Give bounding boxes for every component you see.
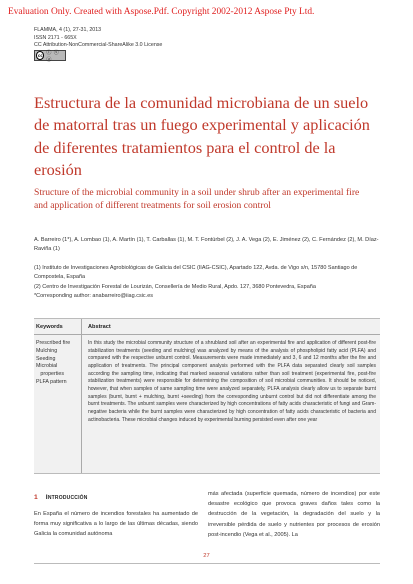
keyword-item: Seeding [36,355,56,362]
abstract-text: In this study the microbial community structure of a shrubland soil after an experimental fire and application of different post-fire stabilization treatments (seeding and mulching) was analyzed by means of the analysis of phospholipid fatty acid (PLFA) and compared with the respective unburnt control. Measurements were made immediately and 3, 6 and 12 months after the fire and application of treatments. The principal component analysis performed with the PLFA data separated clearly soil samples according the sampling time, indicating that marked seasonal variations rather than soil treatment (experimental fire, post-fire stabilization treatments) were responsible for determining the composition of soil microbial communities. It should be noticed, however, that when samples of same sampling time were analyzed separately, PLFA analysis clearly allow us to separate burnt samples (burnt, burnt + mulching, burnt +seeding) from the corresponding unburnt control but did not differentiate among the burnt treatments. The unburnt samples were characterized by high concentrations of fatty acids characteristic of fungi and Gram-negative bacteria while the burnt samples were characterized by high concentration of fatty acids characteristic of bacteria and actinobacteria. These microbial changes induced by experimental burning persisted even after one year [88,340,376,423]
author-list: A. Barreiro (1*), A. Lombao (1), A. Martín (1), T. Carballas (1), M. T. Fontúrbel (2), J. A. Vega (2), E. Jiménez (2), C. Fernández (2), M. Díaz-Raviña (1) [34,237,379,253]
watermark-text: Evaluation Only. Created with Aspose.Pdf. Copyright 2002-2012 Aspose Pty Ltd. [8,7,315,17]
cc-icon: cc [37,53,43,58]
keyword-item: Mulching [36,347,58,354]
section-heading [34,494,88,501]
affiliation-2: (2) Centro de Investigación Forestal de Lourizán, Consellería de Medio Rural, Apdo. 127, 3680 Pontevedra, España [34,283,316,290]
abstract-box [34,318,380,474]
license-icons: ⓘ ⓢ ⓐ [46,49,60,63]
page-number: 27 [203,553,210,559]
corresponding-author: *Corresponding author: anabarreiro@iiag.csic.es [34,293,154,300]
issn-line: ISSN 2171 - 665X [34,34,77,41]
affiliations [34,264,382,302]
footer-divider [34,563,380,564]
body-column-left: En España el número de incendios forestales ha aumentado de forma muy significativa a lo largo de las últimas décadas, siendo Galicia la comunidad autónoma [34,511,198,538]
journal-meta [34,27,162,50]
article-title-english: Structure of the microbial community in a soil under shrub after an experimental fire and application of different treatments for soil erosion control [34,187,360,212]
keyword-item: PLFA pattern [36,378,67,385]
column-divider [81,319,82,473]
cc-license-logo[interactable] [34,50,66,61]
keyword-item: Microbial [36,363,58,370]
section-title: Introducción [45,494,88,501]
keyword-list [36,340,70,387]
keywords-heading: Keywords [36,324,63,330]
abstract-heading: Abstract [88,324,111,330]
header-divider [34,334,380,335]
license-line: CC Attribution-NonCommercial-ShareAlike 3.0 License [34,42,163,49]
keyword-item: properties [36,371,64,378]
affiliation-1: (1) Instituto de Investigaciones Agrobiológicas de Galicia del CSIC (IIAG-CSIC), Apartado 122, Avda. de Vigo s/n, 15780 Santiago de Compostela, España [34,265,358,281]
article-title-spanish: Estructura de la comunidad microbiana de un suelo de matorral tras un fuego experimental y aplicación de diferentes tratamientos para el control de la erosión [34,93,370,180]
section-number: 1 [34,494,38,501]
keyword-item: Prescribed fire [36,340,71,346]
body-column-right: más afectada (superficie quemada, número de incendios) por este desastre ecológico que provoca graves daños tales como la destrucción de la vegetación, la degradación del suelo y la irreversible pérdida de suelo y nutrientes por procesos de erosión post-incendio (Vega et al., 2005). La [208,491,380,538]
journal-line: FLAMMA, 4 (1), 27-31, 2013 [34,27,102,33]
